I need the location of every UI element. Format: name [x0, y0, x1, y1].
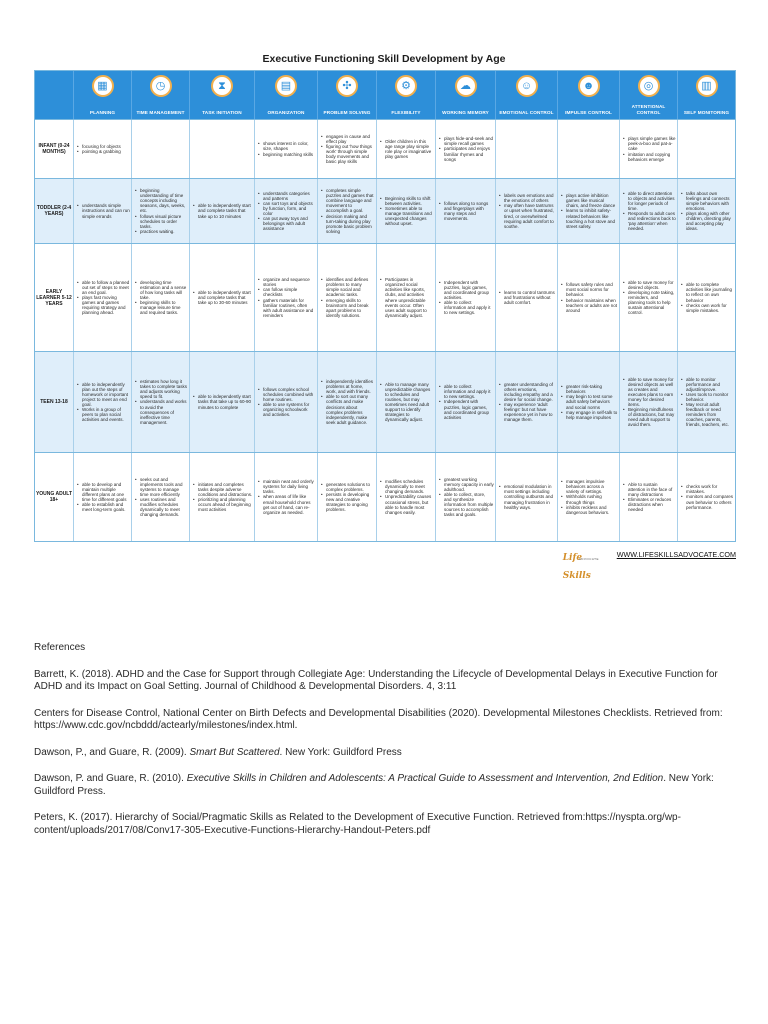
- milestone-item: • able to monitor performance and adjust/improve.: [686, 377, 734, 392]
- table-cell: [73, 120, 131, 178]
- milestone-list: [560, 384, 618, 420]
- table-cell: [557, 453, 619, 541]
- milestone-item: • learns to inhibit safety-related behaviors like touching a hot stove and street safety.: [566, 208, 618, 228]
- column-header: [677, 71, 735, 119]
- table-cell: [376, 120, 435, 178]
- reference-text: Dawson, P., and Guare, R. (2009).: [34, 746, 190, 758]
- milestone-item: • Unpredictability causes occasional stress, but able to handle most changes easily.: [385, 494, 434, 514]
- milestone-list: [320, 277, 375, 318]
- column-header-label: ATTENTIONAL CONTROL: [631, 104, 666, 115]
- milestone-item: • greatest working memory capacity in early adulthood.: [444, 477, 494, 492]
- milestone-item: • may begin to test some adult safety behaviors and social norms: [566, 394, 618, 409]
- milestone-item: • understands categories and patterns: [263, 191, 316, 201]
- milestone-item: • able to independently start and complete tasks that take up to 30-60 minutes: [198, 290, 253, 305]
- table-cell: [435, 244, 495, 351]
- table-cell: [73, 453, 131, 541]
- milestone-list: [498, 290, 556, 305]
- milestone-list: [438, 280, 494, 316]
- milestone-list: [560, 282, 618, 313]
- milestone-item: • gathers materials for familiar routines, often with adult assistance and reminders: [263, 298, 316, 318]
- milestone-item: • able to collect information and apply it to new settings.: [444, 384, 494, 399]
- age-group-label: TODDLER (2-4 YEARS): [36, 205, 72, 217]
- column-header: [435, 71, 495, 119]
- milestone-list: [257, 277, 316, 318]
- table-cell: [254, 453, 317, 541]
- milestone-item: • plays hide-and-seek and simple recall games: [444, 136, 494, 146]
- milestone-item: • emotional modulation in most settings including controlling outbursts and managing frustration in healthy ways.: [504, 484, 556, 509]
- table-cell: [189, 120, 254, 178]
- table-cell: [677, 352, 735, 452]
- milestone-list: [192, 394, 253, 409]
- milestone-item: • plays active inhibition games like musical chairs, and freeze dance: [566, 193, 618, 208]
- milestone-item: • pointing & grabbing: [82, 149, 121, 154]
- table-cell: [131, 244, 189, 351]
- milestone-item: • Sometimes able to manage transitions and unexpected changes without upset.: [385, 206, 434, 226]
- table-cell: [254, 120, 317, 178]
- reference-title: Executive Skills in Children and Adolescents: A Practical Guide to Assessment and Intervention, 2nd Edition: [186, 773, 664, 784]
- milestone-item: • greater risk-taking behaviors: [566, 384, 618, 394]
- reference-item: [34, 812, 734, 837]
- milestone-item: • checks own work for simple mistakes.: [686, 303, 734, 313]
- column-header: [376, 71, 435, 119]
- column-header: [317, 71, 376, 119]
- faces-icon: ☺: [516, 75, 538, 97]
- table-cell: [254, 179, 317, 243]
- references-section: [34, 642, 734, 851]
- milestone-list: [438, 201, 494, 221]
- column-header-label: SELF MONITORING: [683, 109, 730, 115]
- milestone-item: • beginning skills to manage leisure time and required tasks.: [140, 300, 188, 315]
- table-cell: [131, 352, 189, 452]
- milestone-item: • greater understanding of others emotions, including empathy and a desire for social change.: [504, 382, 556, 402]
- table-cell: [189, 179, 254, 243]
- table-header-row: [35, 71, 735, 119]
- age-group-label: INFANT (0-24 MONTHS): [38, 143, 70, 155]
- chart-icon: ▥: [696, 75, 718, 97]
- milestone-list: [498, 484, 556, 509]
- head-icon: ☻: [578, 75, 600, 97]
- milestone-list: [257, 387, 316, 418]
- brain-icon: ☁: [455, 75, 477, 97]
- table-cell: [495, 352, 557, 452]
- reference-publisher: . New York: Guildford Press: [279, 746, 402, 758]
- column-header-label: WORKING MEMORY: [442, 109, 489, 115]
- milestone-list: [438, 477, 494, 518]
- column-header: [73, 71, 131, 119]
- milestone-item: • figuring out 'how things work' through simple body movements and basic play skills: [326, 144, 375, 164]
- milestone-item: • checks work for mistakes.: [686, 484, 734, 494]
- footer: [562, 547, 736, 581]
- reference-item: [34, 669, 734, 694]
- clock-icon: ◷: [150, 75, 172, 97]
- logo-text: Life Skills: [562, 553, 591, 581]
- milestone-item: • able to independently start and complete tasks that take up to 10 minutes: [198, 203, 253, 218]
- reference-text: Barrett, K. (2018). ADHD and the Case for Support through Collegiate Age: Understanding the Lifecycle of Developmental Delays in Executive Function for ADHD and its Impact on Goal Setting. Journal of Childhood & Developmental Disorders. 4, 3:11: [34, 668, 718, 692]
- reference-text: Peters, K. (2017). Hierarchy of Social/Pragmatic Skills as Related to the Development of Executive Function. Retrieved from:https://nyspta.org/wp-content/uploads/2017/08/Conv17-305-Executive-Functions-Hierarchy-Handout-Peters.pdf: [34, 812, 681, 836]
- milestone-item: • when areas of life like email household chores get out of hand, can re-organize as needed.: [263, 494, 316, 514]
- life-skills-advocate-logo: [562, 547, 611, 581]
- milestone-item: • may experience 'adult feelings' but not have experience yet in how to manage them.: [504, 402, 556, 422]
- table-cell: [495, 179, 557, 243]
- table-row: [35, 452, 735, 541]
- milestone-item: • Withholds rushing through things: [566, 494, 618, 504]
- table-cell: [677, 179, 735, 243]
- milestone-item: • estimates how long it takes to complete tasks and adjusts working speed to fit.: [140, 379, 188, 399]
- milestone-list: [134, 188, 188, 234]
- milestone-item: • talks about own feelings and connects simple behaviors with emotions.: [686, 191, 734, 211]
- milestone-item: • modifies schedules dynamically to meet changing demands.: [385, 479, 434, 494]
- milestone-list: [76, 280, 130, 316]
- milestone-list: [622, 136, 676, 161]
- milestone-list: [320, 134, 375, 165]
- column-header-label: PLANNING: [89, 109, 116, 115]
- table-cell: [376, 453, 435, 541]
- milestone-item: • completes simple puzzles and games that combine language and movement to accomplish a goal.: [326, 188, 375, 213]
- milestone-item: • able to use systems for organizing schoolwork and activities.: [263, 402, 316, 417]
- table-cell: [376, 352, 435, 452]
- milestone-list: [622, 482, 676, 513]
- milestone-list: [192, 482, 253, 513]
- table-cell: [677, 244, 735, 351]
- table-cell: [131, 120, 189, 178]
- reference-title: Smart But Scattered: [189, 746, 280, 758]
- milestone-list: [257, 479, 316, 515]
- milestone-item: • engages in cause and effect play: [326, 134, 375, 144]
- milestone-item: • Responds to adult cues and redirections back to 'pay attention' when needed.: [628, 211, 676, 231]
- column-header: [189, 71, 254, 119]
- table-cell: [376, 179, 435, 243]
- table-cell: [376, 244, 435, 351]
- chart-title: Executive Functioning Skill Development by Age: [262, 53, 506, 65]
- milestone-list: [76, 382, 130, 423]
- milestone-item: • able to direct attention to objects and activities for longer periods of time.: [628, 191, 676, 211]
- website-link[interactable]: WWW.LIFESKILLSADVOCATE.COM: [616, 549, 736, 559]
- milestone-item: • generates solutions to complex problems.: [326, 482, 375, 492]
- milestone-list: [438, 136, 494, 161]
- milestone-item: • manages impulsive behaviors across a variety of settings.: [566, 479, 618, 494]
- reference-item: [34, 708, 734, 733]
- milestone-list: [379, 277, 434, 318]
- table-cell: [317, 120, 376, 178]
- table-cell: [619, 120, 677, 178]
- milestone-item: • can put away toys and belongings with adult assistance: [263, 216, 316, 231]
- milestone-list: [560, 479, 618, 515]
- milestone-list: [622, 191, 676, 232]
- milestone-item: • monitors and compares own behavior to others performance.: [686, 494, 734, 509]
- age-group-label: YOUNG ADULT 18+: [35, 491, 73, 503]
- milestone-item: • seeks out and implements tools and systems to manage time more efficiently: [140, 477, 188, 497]
- milestone-item: • able to save money for desired objects as well as creates and executes plans to earn money for desired items.: [628, 377, 676, 408]
- milestone-list: [134, 280, 188, 316]
- milestone-item: • May recruit adult feedback or need reminders from coaches, parents, friends, teachers, etc.: [686, 402, 734, 427]
- milestone-item: • beginning understanding of time concepts including seasons, days, weeks, etc.: [140, 188, 188, 213]
- milestone-item: • can sort toys and objects by function, form, and color: [263, 201, 316, 216]
- milestone-list: [320, 482, 375, 513]
- milestone-item: • Able to manage many unpredictable changes to schedules and routines, but may sometimes need adult support to identify strategies to dynamically adjust.: [385, 382, 434, 423]
- milestone-item: • able to sort out many conflicts and make decisions about complex problems independently, make seek adult guidance.: [326, 394, 375, 425]
- milestone-item: • Independent with puzzles, logic games, and coordinated group activities.: [444, 280, 494, 300]
- milestone-list: [680, 282, 734, 313]
- milestone-item: • learns to control tantrums and frustrations without adult comfort.: [504, 290, 556, 305]
- milestone-item: • practices waiting.: [140, 229, 188, 234]
- milestone-item: • Uses tools to monitor behavior.: [686, 392, 734, 402]
- reference-text: Centers for Disease Control, National Center on Birth Defects and Developmental Disabilities (2020). Developmental Milestones Checklists. Retrieved from: https://www.cdc.gov/ncbddd/actearly/milestones/index.html.: [34, 707, 723, 731]
- milestone-item: • able to save money for desired objects.: [628, 280, 676, 290]
- milestone-list: [320, 188, 375, 234]
- milestone-item: • Participates in organized social activities like sports, clubs, and activities where unpredictable events occur. Often uses adult support to dynamically adjust.: [385, 277, 434, 318]
- milestone-list: [192, 203, 253, 218]
- table-cell: [677, 120, 735, 178]
- table-cell: [317, 244, 376, 351]
- milestone-item: • Eliminates or reduces distractions when needed: [628, 497, 676, 512]
- column-header-label: TIME MANAGEMENT: [136, 109, 185, 115]
- milestone-list: [379, 196, 434, 227]
- milestone-list: [680, 484, 734, 509]
- table-cell: [254, 352, 317, 452]
- table-cell: [619, 352, 677, 452]
- milestone-list: [76, 203, 130, 218]
- milestone-list: [320, 379, 375, 425]
- milestone-list: [680, 191, 734, 232]
- table-cell: [619, 453, 677, 541]
- table-row: [35, 119, 735, 178]
- table-row: [35, 178, 735, 243]
- column-header-label: IMPULSE CONTROL: [565, 109, 612, 115]
- table-cell: [495, 244, 557, 351]
- table-cell: [557, 244, 619, 351]
- milestone-item: • follows along to songs and fingerplays with many steps and movements.: [444, 201, 494, 221]
- milestone-item: • follows safety rules and most social norms for behavior.: [566, 282, 618, 297]
- milestone-item: • developing time estimation and a sense of how long tasks will take.: [140, 280, 188, 300]
- milestone-item: • focusing for objects: [82, 144, 121, 149]
- milestone-list: [76, 144, 121, 154]
- column-header-label: ORGANIZATION: [267, 109, 305, 115]
- table-row: [35, 351, 735, 452]
- folder-icon: ▤: [275, 75, 297, 97]
- gears-icon: ⚙: [395, 75, 417, 97]
- milestone-item: • initiates and completes tasks despite adverse conditions and distractions.: [198, 482, 253, 497]
- milestone-item: • Older children in this age range play simple role play or imaginative play games: [385, 139, 434, 159]
- milestone-item: • uses routines and modifies schedules dynamically to meet changing demands.: [140, 497, 188, 517]
- table-cell: [131, 179, 189, 243]
- milestone-item: • shows interest in color, size, shapes: [263, 141, 316, 151]
- milestone-item: • follows visual picture schedules to order tasks.: [140, 214, 188, 229]
- age-group-label: EARLY LEARNER 5-12 YEARS: [36, 288, 72, 307]
- reference-item: [34, 773, 734, 798]
- milestone-item: • labels own emotions and the emotions of others: [504, 193, 556, 203]
- milestone-item: • decision making and turn-taking during play promote basic problem solving: [326, 214, 375, 234]
- milestone-item: • Able to sustain attention in the face of many distractions: [628, 482, 676, 497]
- milestone-item: • able to collect, store, and synthesize information from multiple sources to accomplish tasks and goals.: [444, 492, 494, 517]
- table-cell: [131, 453, 189, 541]
- milestone-item: • follows complex school schedules combined with home routines.: [263, 387, 316, 402]
- milestone-list: [622, 377, 676, 428]
- table-cell: [435, 120, 495, 178]
- milestone-item: • identifies and defines problems to many simple social and academic tasks.: [326, 277, 375, 297]
- skills-table: [34, 70, 736, 542]
- milestone-item: • maintain neat and orderly systems for daily living tasks.: [263, 479, 316, 494]
- table-cell: [677, 453, 735, 541]
- hourglass-icon: ⧗: [211, 75, 233, 97]
- table-cell: [73, 244, 131, 351]
- column-header: [619, 71, 677, 119]
- table-cell: [73, 179, 131, 243]
- table-cell: [435, 179, 495, 243]
- table-cell: [557, 352, 619, 452]
- milestone-list: [379, 479, 434, 515]
- milestone-item: • Works in a group of peers to plan social activities and events.: [82, 407, 130, 422]
- table-cell: [189, 244, 254, 351]
- milestone-item: • Independent with puzzles, logic games, and coordinated group activities: [444, 399, 494, 419]
- milestone-item: • able to develop and maintain multiple different plans at one time for different goals: [82, 482, 130, 502]
- milestone-item: • beginning matching skills: [263, 152, 316, 157]
- table-cell: [495, 120, 557, 178]
- milestone-item: • participates and enjoys familiar rhymes and songs: [444, 146, 494, 161]
- milestone-item: • plays fast moving games and games requiring strategy and planning ahead.: [82, 295, 130, 315]
- milestone-item: • able to independently plan out the steps of homework or important project to meet an end goal.: [82, 382, 130, 407]
- table-cell: [317, 453, 376, 541]
- milestone-item: • independently identifies problems at home, work, and with friends.: [326, 379, 375, 394]
- milestone-item: • able to independently start tasks that take up to 60-90 minutes to complete: [198, 394, 253, 409]
- milestone-list: [379, 139, 434, 159]
- table-cell: [557, 179, 619, 243]
- milestone-item: • imitation and copying behaviors emerge: [628, 152, 676, 162]
- column-header: [495, 71, 557, 119]
- column-header-label: PROBLEM SOLVING: [323, 109, 371, 115]
- table-cell: [435, 352, 495, 452]
- column-header: [557, 71, 619, 119]
- reference-text: Dawson, P. and Guare, R. (2010).: [34, 773, 187, 784]
- table-cell: [189, 352, 254, 452]
- age-group-label: TEEN 13-18: [40, 399, 68, 405]
- column-header: [131, 71, 189, 119]
- milestone-item: • Beginning mindfulness of distractions, but may need adult support to avoid them.: [628, 407, 676, 427]
- milestone-list: [680, 377, 734, 428]
- table-cell: [619, 244, 677, 351]
- milestone-list: [257, 191, 316, 232]
- target-icon: ◎: [638, 75, 660, 97]
- milestone-list: [622, 280, 676, 316]
- milestone-item: • can follow simple checklists: [263, 287, 316, 297]
- references-heading: References: [34, 642, 86, 653]
- calendar-icon: ▦: [92, 75, 114, 97]
- milestone-list: [498, 382, 556, 423]
- milestone-item: • plays simple games like peek-a-boo and pat-a-cake: [628, 136, 676, 151]
- milestone-list: [257, 141, 316, 156]
- column-header: [254, 71, 317, 119]
- column-header-label: TASK INITIATION: [202, 109, 242, 115]
- logo-subtext: ADVOCATE: [578, 557, 599, 561]
- milestone-item: • able to collect information and apply it to new settings.: [444, 300, 494, 315]
- table-row: [35, 243, 735, 351]
- reference-publisher: . New York: Guildford Press.: [34, 773, 714, 797]
- milestone-list: [498, 193, 556, 229]
- milestone-item: • inhibits reckless and dangerous behaviors.: [566, 505, 618, 515]
- milestone-item: • able to establish and meet long-term goals.: [82, 502, 130, 512]
- milestone-item: • may often have tantrums or upset when frustrated, tired, or overwhelmed requiring adult comfort to soothe.: [504, 203, 556, 228]
- milestone-list: [438, 384, 494, 420]
- milestone-item: • understands and works to avoid the consequences of ineffective time management.: [140, 399, 188, 424]
- milestone-list: [134, 379, 188, 425]
- milestone-list: [560, 193, 618, 229]
- milestone-list: [134, 477, 188, 518]
- milestone-list: [192, 290, 253, 305]
- table-cell: [495, 453, 557, 541]
- milestone-list: [76, 482, 130, 513]
- milestone-item: • may engage in self-talk to help manage impulses: [566, 410, 618, 420]
- milestone-item: • behavior maintains when teachers or adults are not around: [566, 298, 618, 313]
- milestone-item: • understands simple instructions and can run simple errands: [82, 203, 130, 218]
- table-cell: [619, 179, 677, 243]
- milestone-item: • Beginning skills to shift between activities.: [385, 196, 434, 206]
- milestone-item: • plays along with other children, directing play and accepting play ideas.: [686, 211, 734, 231]
- table-cell: [435, 453, 495, 541]
- column-header-label: EMOTIONAL CONTROL: [499, 109, 554, 115]
- table-cell: [317, 352, 376, 452]
- milestone-item: • able to follow a planned out set of steps to meet an end goal.: [82, 280, 130, 295]
- table-cell: [189, 453, 254, 541]
- table-cell: [254, 244, 317, 351]
- milestone-item: • emerging skills to brainstorm and break apart problems to identify solutions.: [326, 298, 375, 318]
- reference-item: [34, 747, 734, 760]
- column-header-label: FLEXIBILITY: [391, 109, 421, 115]
- milestone-item: • persists in developing new and creative strategies to ongoing problems.: [326, 492, 375, 512]
- puzzle-icon: ✣: [336, 75, 358, 97]
- table-cell: [557, 120, 619, 178]
- milestone-list: [379, 382, 434, 423]
- milestone-item: • organize and sequence stories: [263, 277, 316, 287]
- milestone-item: • able to complete activities like journaling to reflect on own behavior: [686, 282, 734, 302]
- table-cell: [73, 352, 131, 452]
- milestone-item: • prioritizing and planning occurs ahead of beginning most activities: [198, 497, 253, 512]
- table-cell: [317, 179, 376, 243]
- milestone-item: • developing note taking, reminders, and planning tools to help sustain attentional control.: [628, 290, 676, 315]
